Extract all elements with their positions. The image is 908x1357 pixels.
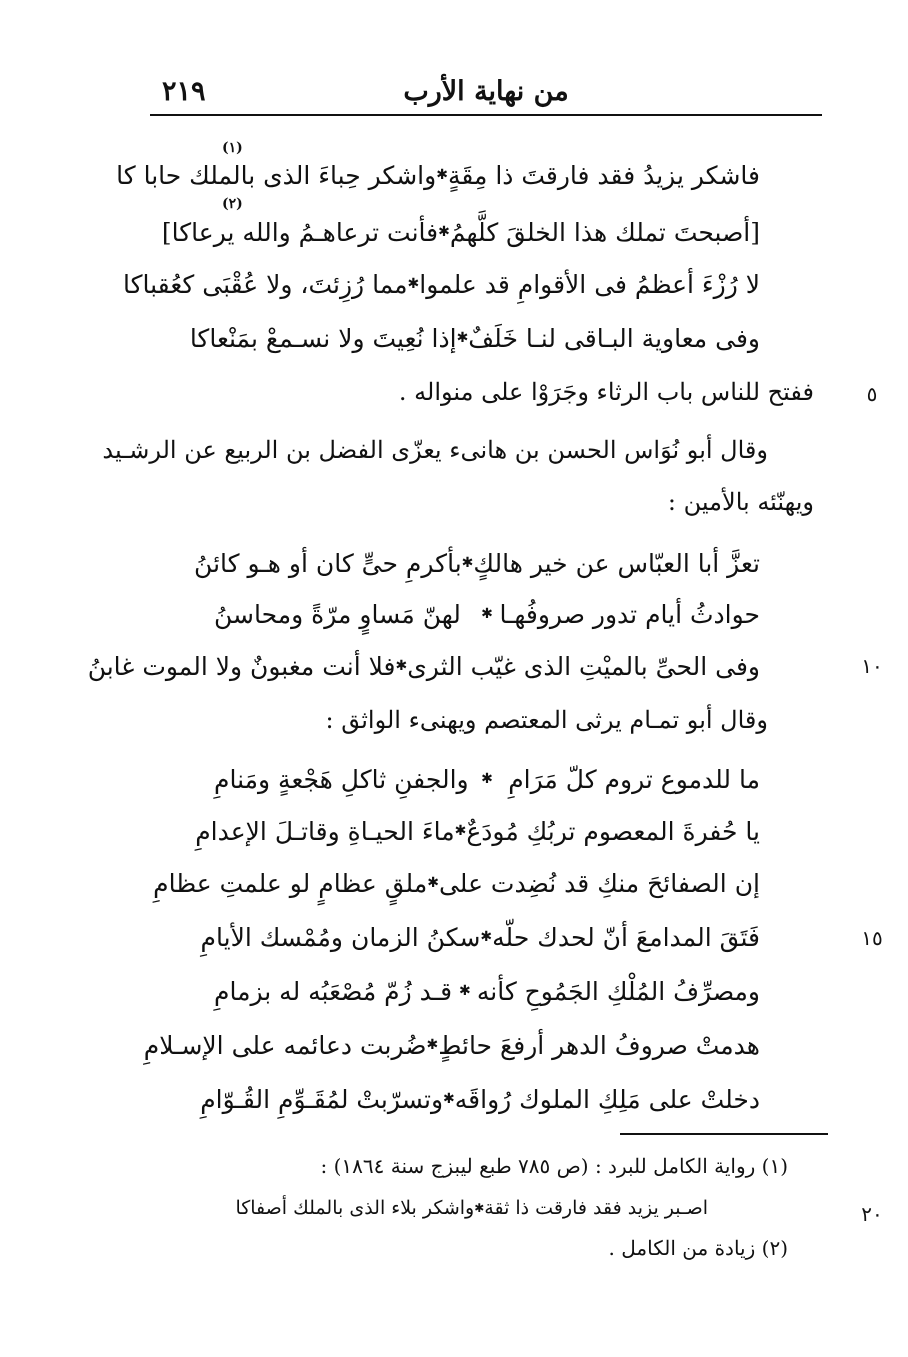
verse-first-hemistich: فاشكر يزيدُ فقد فارقتَ ذا مِقَةٍ (447, 160, 760, 190)
verse-line (214, 589, 760, 639)
hemistich-separator-star: ✱ (461, 555, 474, 571)
verse-second-hemistich: مما رُزِئتَ، ولا عُقْبَى كعُقباكا (123, 269, 408, 299)
verse-second-hemistich: لهنّ مَساوٍ مرّةً ومحاسنُ (214, 599, 461, 629)
verse-second-hemistich: فأنت ترعاهـمُ والله يرعاكا] (161, 217, 439, 247)
footnote-marker-1: (١) (222, 140, 243, 156)
hemistich-separator-star: ✱ (480, 929, 493, 945)
hemistich-separator-star: ✱ (454, 823, 467, 839)
hemistich-separator-star: ✱ (456, 330, 469, 346)
line-number: ٥ (866, 382, 878, 406)
hemistich-separator-star: ✱ (427, 875, 439, 891)
verse-line (116, 150, 760, 200)
verse-line (189, 313, 760, 363)
verse-line (214, 966, 760, 1016)
hemistich-separator-star: ✱ (458, 983, 471, 999)
verse-second-hemistich: ملقٍ عظامٍ لو علمتِ عظامِ (153, 868, 428, 898)
verse-line (123, 259, 760, 309)
verse-second-hemistich: واشكر حِباءَ الذى بالملك حابا كا (116, 160, 437, 190)
verse-line (143, 1020, 760, 1070)
verse-line (87, 641, 760, 691)
verse-line (153, 858, 760, 908)
verse-second-hemistich: إذا نُعِيتَ ولا نسـمعْ بمَنْعاكا (189, 323, 457, 353)
verse-second-hemistich: قـد زُمّ مُصْعَبُه له بزمامِ (214, 976, 453, 1006)
page-number: ٢١٩ (162, 76, 206, 107)
verse-second-hemistich: فلا أنت مغبونٌ ولا الموت غابنُ (87, 651, 396, 681)
line-number: ١٥ (861, 926, 883, 950)
hemistich-separator-star: ✱ (426, 1037, 439, 1053)
running-title: من نهاية الأرب (403, 76, 569, 107)
verse-second-hemistich: واشكر بلاء الذى بالملك أصفاكا (235, 1197, 475, 1219)
footnote-marker-2: (٢) (222, 196, 243, 212)
verse-first-hemistich: [أصبحتَ تملك هذا الخلقَ كلَّهمُ (449, 217, 760, 247)
verse-first-hemistich: وفى معاوية البـاقى لنـا خَلَفٌ (468, 323, 760, 353)
verse-second-hemistich: سكنُ الزمان ومُمْسك الأيامِ (200, 922, 481, 952)
hemistich-separator-star: ✱ (395, 658, 408, 674)
hemistich-separator-star: ✱ (407, 276, 420, 292)
verse-first-hemistich: إن الصفائحَ منكِ قد نُضِدت على (438, 868, 760, 898)
verse-first-hemistich: تعزَّ أبا العبّاس عن خير هالكٍ (473, 548, 760, 578)
verse-line (195, 806, 760, 856)
hemistich-separator-star: ✱ (438, 224, 450, 240)
hemistich-separator-star: ✱ (436, 167, 448, 183)
prose-line: ويهنّئه بالأمين : (667, 488, 814, 516)
verse-first-hemistich: هدمتْ صروفُ الدهر أرفعَ حائطٍ (438, 1030, 760, 1060)
footnote-2: (٢) زيادة من الكامل . (608, 1236, 788, 1260)
verse-first-hemistich: وفى الحىِّ بالميْتِ الذى غيّب الثرى (407, 651, 760, 681)
line-number: ٢٠ (861, 1202, 883, 1226)
hemistich-separator-star: ✱ (474, 1201, 485, 1215)
footnote-separator (620, 1133, 828, 1135)
footnote-1: (١) رواية الكامل للبرد : (ص ٧٨٥ طبع ليبزج سنة ١٨٦٤) : (320, 1154, 788, 1178)
hemistich-separator-star: ✱ (481, 771, 493, 787)
verse-second-hemistich: ضُربت دعائمه على الإسـلامِ (143, 1030, 427, 1060)
verse-first-hemistich: دخلتْ على مَلِكِ الملوك رُواقَه (454, 1084, 760, 1114)
footnote-verse (235, 1192, 708, 1224)
prose-line: وقال أبو تمـام يرثى المعتصم ويهنىء الواثق : (325, 706, 768, 734)
verse-first-hemistich: يا حُفرةَ المعصوم تربُكِ مُودَعٌ (466, 816, 760, 846)
hemistich-separator-star: ✱ (481, 606, 493, 622)
verse-first-hemistich: حوادثُ أيام تدور صروفُهـا (499, 599, 760, 629)
verse-line (200, 912, 760, 962)
verse-second-hemistich: بأكرمِ حىٍّ كان أو هـو كائنُ (194, 548, 462, 578)
verse-second-hemistich: والجفنِ ثاكلِ هَجْعةٍ ومَنامِ (214, 764, 469, 794)
verse-line (194, 538, 760, 588)
verse-line (161, 207, 760, 257)
verse-second-hemistich: وتسرّبتْ لمُقَـوِّمِ القُـوّامِ (200, 1084, 444, 1114)
verse-first-hemistich: فَتَقَ المدامعَ أنّ لحدك حلّه (492, 922, 760, 952)
line-number: ١٠ (861, 654, 883, 678)
verse-line (214, 754, 760, 804)
page-header (150, 70, 822, 116)
verse-first-hemistich: لا رُزْءَ أعظمُ فى الأقوامِ قد علموا (419, 269, 760, 299)
prose-line: ففتح للناس باب الرثاء وجَرَوْا على منواله . (398, 378, 814, 406)
verse-first-hemistich: ومصرِّفُ المُلْكِ الجَمُوحِ كأنه (476, 976, 760, 1006)
verse-first-hemistich: اصـبر يزيد فقد فارقت ذا ثقة (484, 1197, 708, 1219)
verse-first-hemistich: ما للدموع تروم كلّ مَرَامِ (508, 764, 760, 794)
hemistich-separator-star: ✱ (443, 1091, 455, 1107)
prose-line: وقال أبو نُوَاس الحسن بن هانىء يعزّى الفضل بن الربيع عن الرشـيد (102, 436, 768, 464)
verse-second-hemistich: ماءَ الحيـاةِ وقاتـلَ الإعدامِ (195, 816, 455, 846)
verse-line (200, 1074, 760, 1124)
